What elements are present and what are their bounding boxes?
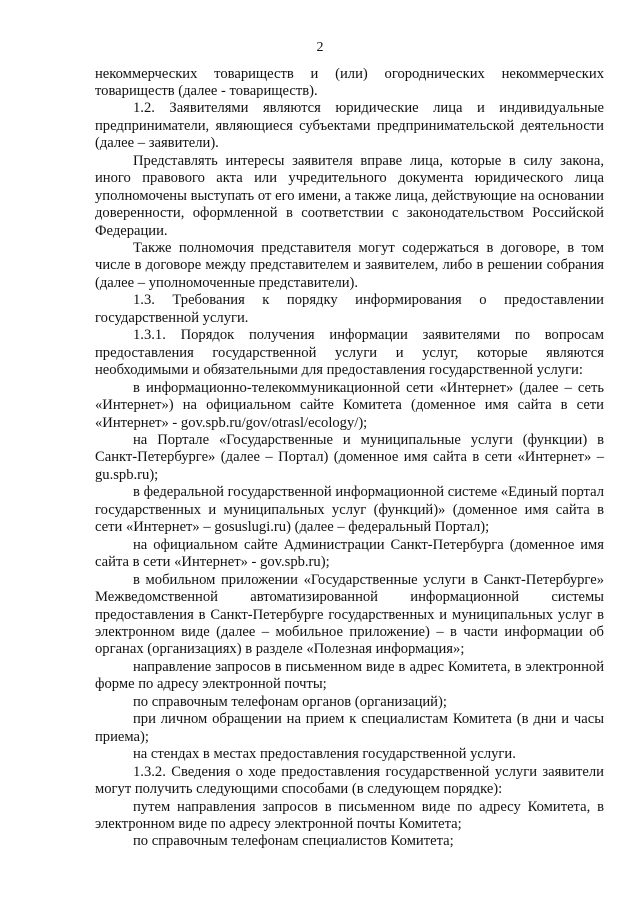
paragraph-representatives: Представлять интересы заявителя вправе лица, которые в силу закона, иного правового акта или учредительного документа юридического лица уполномочены выступать от его имени, а также лица, действующие на основании доверенности, оформленной в соответствии с законодательством Российской Федерации. (95, 152, 604, 239)
list-item-info-stands: на стендах в местах предоставления государственной услуги. (133, 746, 516, 763)
list-item-personal-visit: при личном обращении на прием к специалистам Комитета (в дни и часы приема); (95, 711, 604, 745)
list-item-reference-phones: по справочным телефонам органов (организаций); (133, 693, 447, 710)
list-item-spb-portal: на Портале «Государственные и муниципальные услуги (функции) в Санкт-Петербурге» (далее – Портал) (доменное имя сайта в сети «Интернет» – gu.spb.ru); (95, 432, 604, 483)
paragraph-representative-powers: Также полномочия представителя могут содержаться в договоре, в том числе в договоре между представителем и заявителем, либо в решении собрания (далее – уполномоченные представители). (95, 240, 604, 291)
paragraph-status-information: 1.3.2. Сведения о ходе предоставления государственной услуги заявители могут получить следующими способами (в следующем порядке): (95, 763, 604, 798)
paragraph-information-requirements: 1.3. Требования к порядку информирования о предоставлении государственной услуги. (95, 292, 604, 326)
list-item-committee-website: в информационно-телекоммуникационной сети «Интернет» (далее – сеть «Интернет») на официальном сайте Комитета (доменное имя сайта в сети «Интернет» - gov.spb.ru/gov/otrasl/ecology/); (95, 379, 604, 431)
list-item-specialist-phones: по справочным телефонам специалистов Комитета; (133, 833, 454, 850)
document-body (95, 66, 604, 851)
list-item-status-requests: путем направления запросов в письменном виде по адресу Комитета, в электронном виде по адресу электронной почты Комитета; (95, 798, 604, 832)
paragraph-information-procedure: 1.3.1. Порядок получения информации заявителями по вопросам предоставления государственной услуги и услуг, которые являются необходимыми и обязательными для предоставления государственной услуги: (95, 327, 604, 379)
list-item-federal-portal: в федеральной государственной информационной системе «Единый портал государственных и муниципальных услуг (функций)» (доменное имя сайта в сети «Интернет» – gosuslugi.ru) (далее – федеральный Портал); (95, 484, 604, 536)
list-item-administration-website: на официальном сайте Администрации Санкт-Петербурга (доменное имя сайта в сети «Интернет» - gov.spb.ru); (95, 536, 604, 571)
list-item-written-requests: направление запросов в письменном виде в адрес Комитета, в электронной форме по адресу электронной почты; (95, 658, 604, 693)
paragraph-applicants: 1.2. Заявителями являются юридические лица и индивидуальные предприниматели, являющиеся субъектами предпринимательской деятельности (далее – заявители). (95, 100, 604, 152)
paragraph-continuation: некоммерческих товариществ и (или) огороднических некоммерческих товариществ (далее - товариществ). (95, 65, 604, 99)
page-number: 2 (316, 40, 324, 55)
list-item-mobile-app: в мобильном приложении «Государственные услуги в Санкт-Петербурге» Межведомственной автоматизированной информационной системы предоставления в Санкт-Петербурге государственных и муниципальных услуг в электронном виде (далее – мобильное приложение) – в части информации об органах (организациях) в разделе «Полезная информация»; (95, 571, 604, 658)
